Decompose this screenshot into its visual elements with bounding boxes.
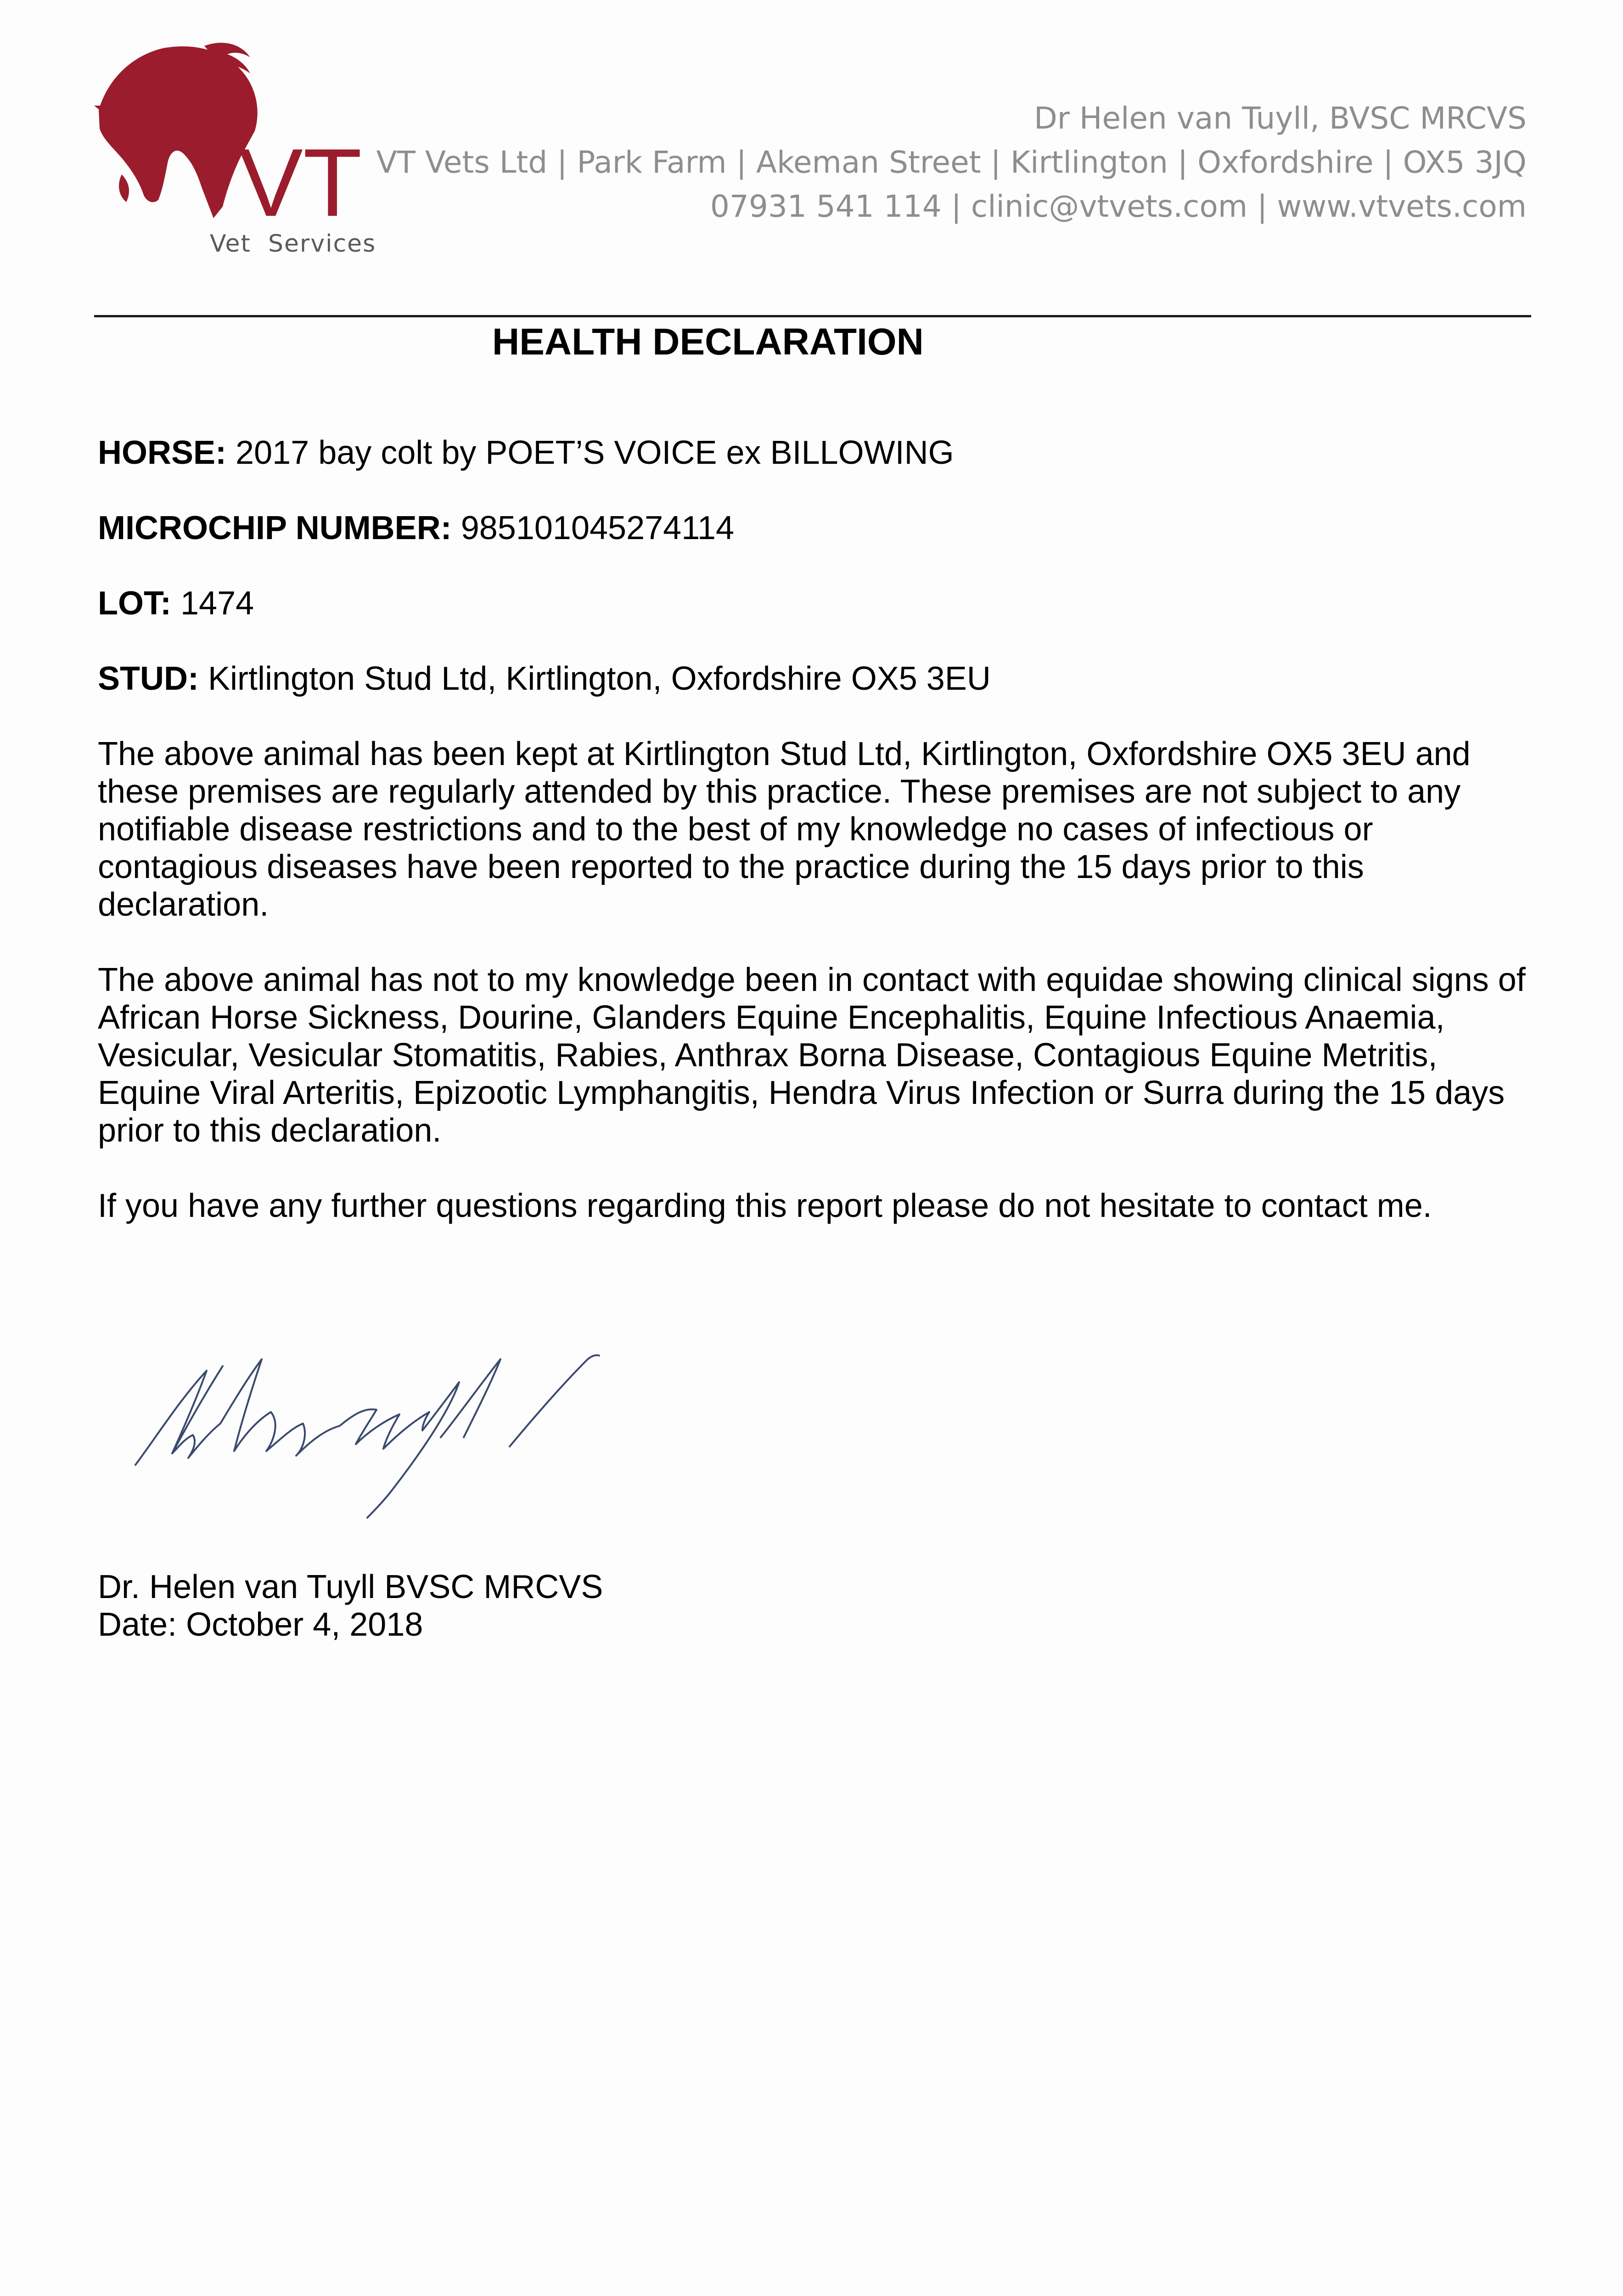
- paragraph-line: The above animal has been kept at Kirtlington Stud Ltd, Kirtlington, Oxfordshire OX5 3EU and: [98, 736, 1471, 772]
- handwritten-signature-icon: [129, 1332, 643, 1529]
- letterhead-contact: [287, 96, 1527, 229]
- declaration-body: [98, 434, 1539, 1262]
- logo-tagline: Vet Services: [210, 230, 376, 257]
- paragraph-line: The above animal has not to my knowledge been in contact with equidae showing clinical signs of: [98, 962, 1526, 998]
- letterhead-line-vet-name: Dr Helen van Tuyll, BVSC MRCVS: [1033, 101, 1527, 136]
- microchip-value: 985101045274114: [461, 510, 734, 546]
- paragraph-line: declaration.: [98, 886, 269, 923]
- premises-paragraph: [98, 735, 1539, 923]
- stud-label: STUD:: [98, 660, 199, 697]
- letterhead-line-address: VT Vets Ltd | Park Farm | Akeman Street | Kirtlington | Oxfordshire | OX5 3JQ: [376, 145, 1527, 180]
- paragraph-line: these premises are regularly attended by this practice. These premises are not subject to any: [98, 773, 1461, 810]
- paragraph-line: notifiable disease restrictions and to the best of my knowledge no cases of infectious or: [98, 811, 1373, 848]
- stud-field: [98, 660, 1539, 698]
- letterhead-line-contact: 07931 541 114 | clinic@vtvets.com | www.vtvets.com: [710, 189, 1527, 224]
- paragraph-line: prior to this declaration.: [98, 1112, 442, 1149]
- declaration-date: Date: October 4, 2018: [98, 1606, 423, 1643]
- microchip-label: MICROCHIP NUMBER:: [98, 510, 452, 546]
- microchip-field: [98, 509, 1539, 547]
- lot-value: 1474: [180, 585, 254, 622]
- horse-value: 2017 bay colt by POET’S VOICE ex BILLOWING: [236, 434, 954, 471]
- logo-monogram: VT: [239, 129, 362, 236]
- horse-field: [98, 434, 1539, 472]
- contact-paragraph: [98, 1187, 1539, 1225]
- signatory-name: Dr. Helen van Tuyll BVSC MRCVS: [98, 1569, 603, 1605]
- lot-field: [98, 585, 1539, 622]
- document-title: HEALTH DECLARATION: [492, 321, 924, 363]
- stud-value: Kirtlington Stud Ltd, Kirtlington, Oxfordshire OX5 3EU: [208, 660, 991, 697]
- paragraph-line: African Horse Sickness, Dourine, Glanders Equine Encephalitis, Equine Infectious Anaemia,: [98, 999, 1445, 1036]
- lot-label: LOT:: [98, 585, 171, 622]
- disease-contact-paragraph: [98, 961, 1539, 1149]
- paragraph-line: If you have any further questions regarding this report please do not hesitate to contact me.: [98, 1187, 1432, 1224]
- paragraph-line: contagious diseases have been reported to the practice during the 15 days prior to this: [98, 849, 1364, 885]
- paragraph-line: Vesicular, Vesicular Stomatitis, Rabies, Anthrax Borna Disease, Contagious Equine Metritis,: [98, 1037, 1438, 1074]
- horse-label: HORSE:: [98, 434, 227, 471]
- signoff-block: [98, 1568, 603, 1643]
- paragraph-line: Equine Viral Arteritis, Epizootic Lymphangitis, Hendra Virus Infection or Surra during the 15 days: [98, 1075, 1505, 1111]
